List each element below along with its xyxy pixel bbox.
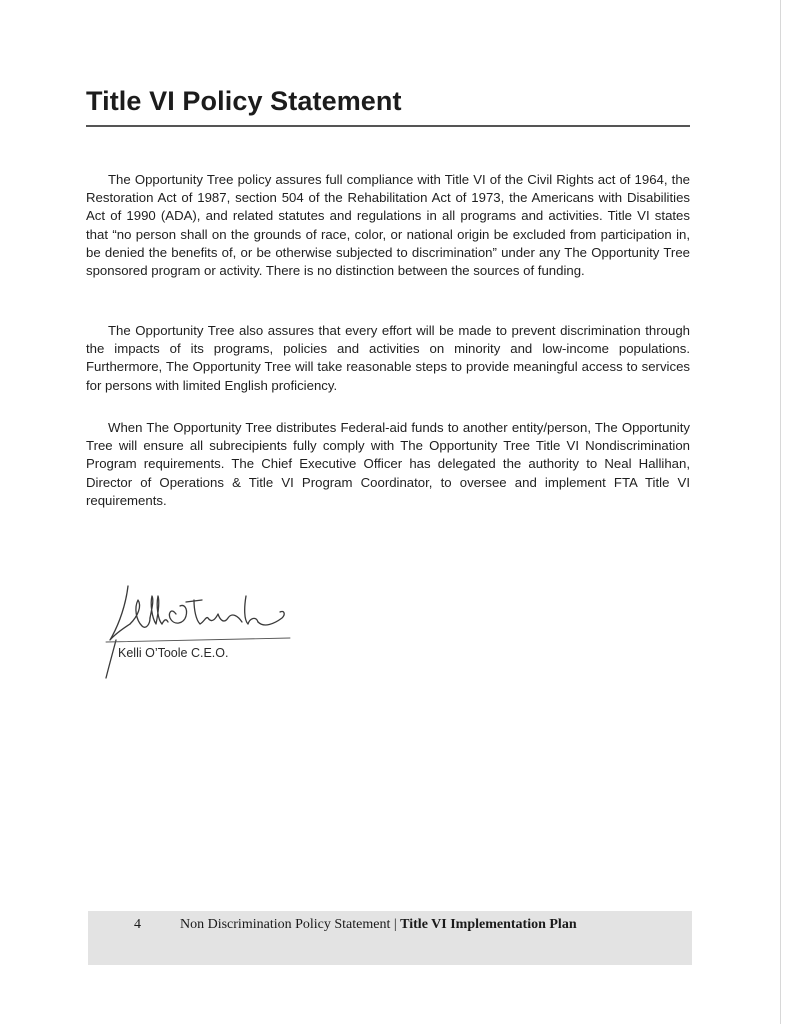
page-edge [780,0,781,1024]
page-number: 4 [134,917,141,932]
paragraph-compliance: The Opportunity Tree policy assures full compliance with Title VI of the Civil Rights act of 1964, the Restoration Act of 1987, section 504 of the Rehabilitation Act of 1973, the Americans with Disabilities Act of 1990 (ADA), and related statutes and regulations in all programs and activities. Title VI states that “no person shall on the grounds of race, color, or national origin be excluded from participation in, be denied the benefits of, or be otherwise subjected to discrimination” under any The Opportunity Tree sponsored program or activity. There is no distinction between the sources of funding. [86,172,690,279]
title-rule [86,125,690,127]
paragraph-subrecipients: When The Opportunity Tree distributes Federal-aid funds to another entity/person, The Opportunity Tree will ensure all subrecipients fully comply with The Opportunity Tree Title VI Nondiscrimination Program requirements. The Chief Executive Officer has delegated the authority to Neal Hallihan, Director of Operations & Title VI Program Coordinator, to oversee and implement FTA Title VI requirements. [86,420,690,508]
handwritten-signature [98,578,298,683]
paragraph-discrimination-prevention: The Opportunity Tree also assures that every effort will be made to prevent discrimination through the impacts of its programs, policies and activities on minority and low-income populations. Furthermore, The Opportunity Tree will take reasonable steps to provide meaningful access to services for persons with limited English proficiency. [86,323,690,393]
footer-plan-title: Title VI Implementation Plan [400,917,577,932]
footer-band [88,911,692,965]
footer-title [180,917,577,933]
page-title: Title VI Policy Statement [86,86,402,116]
footer-section: Non Discrimination Policy Statement | [180,917,401,932]
signer-name: Kelli O’Toole C.E.O. [118,646,229,660]
